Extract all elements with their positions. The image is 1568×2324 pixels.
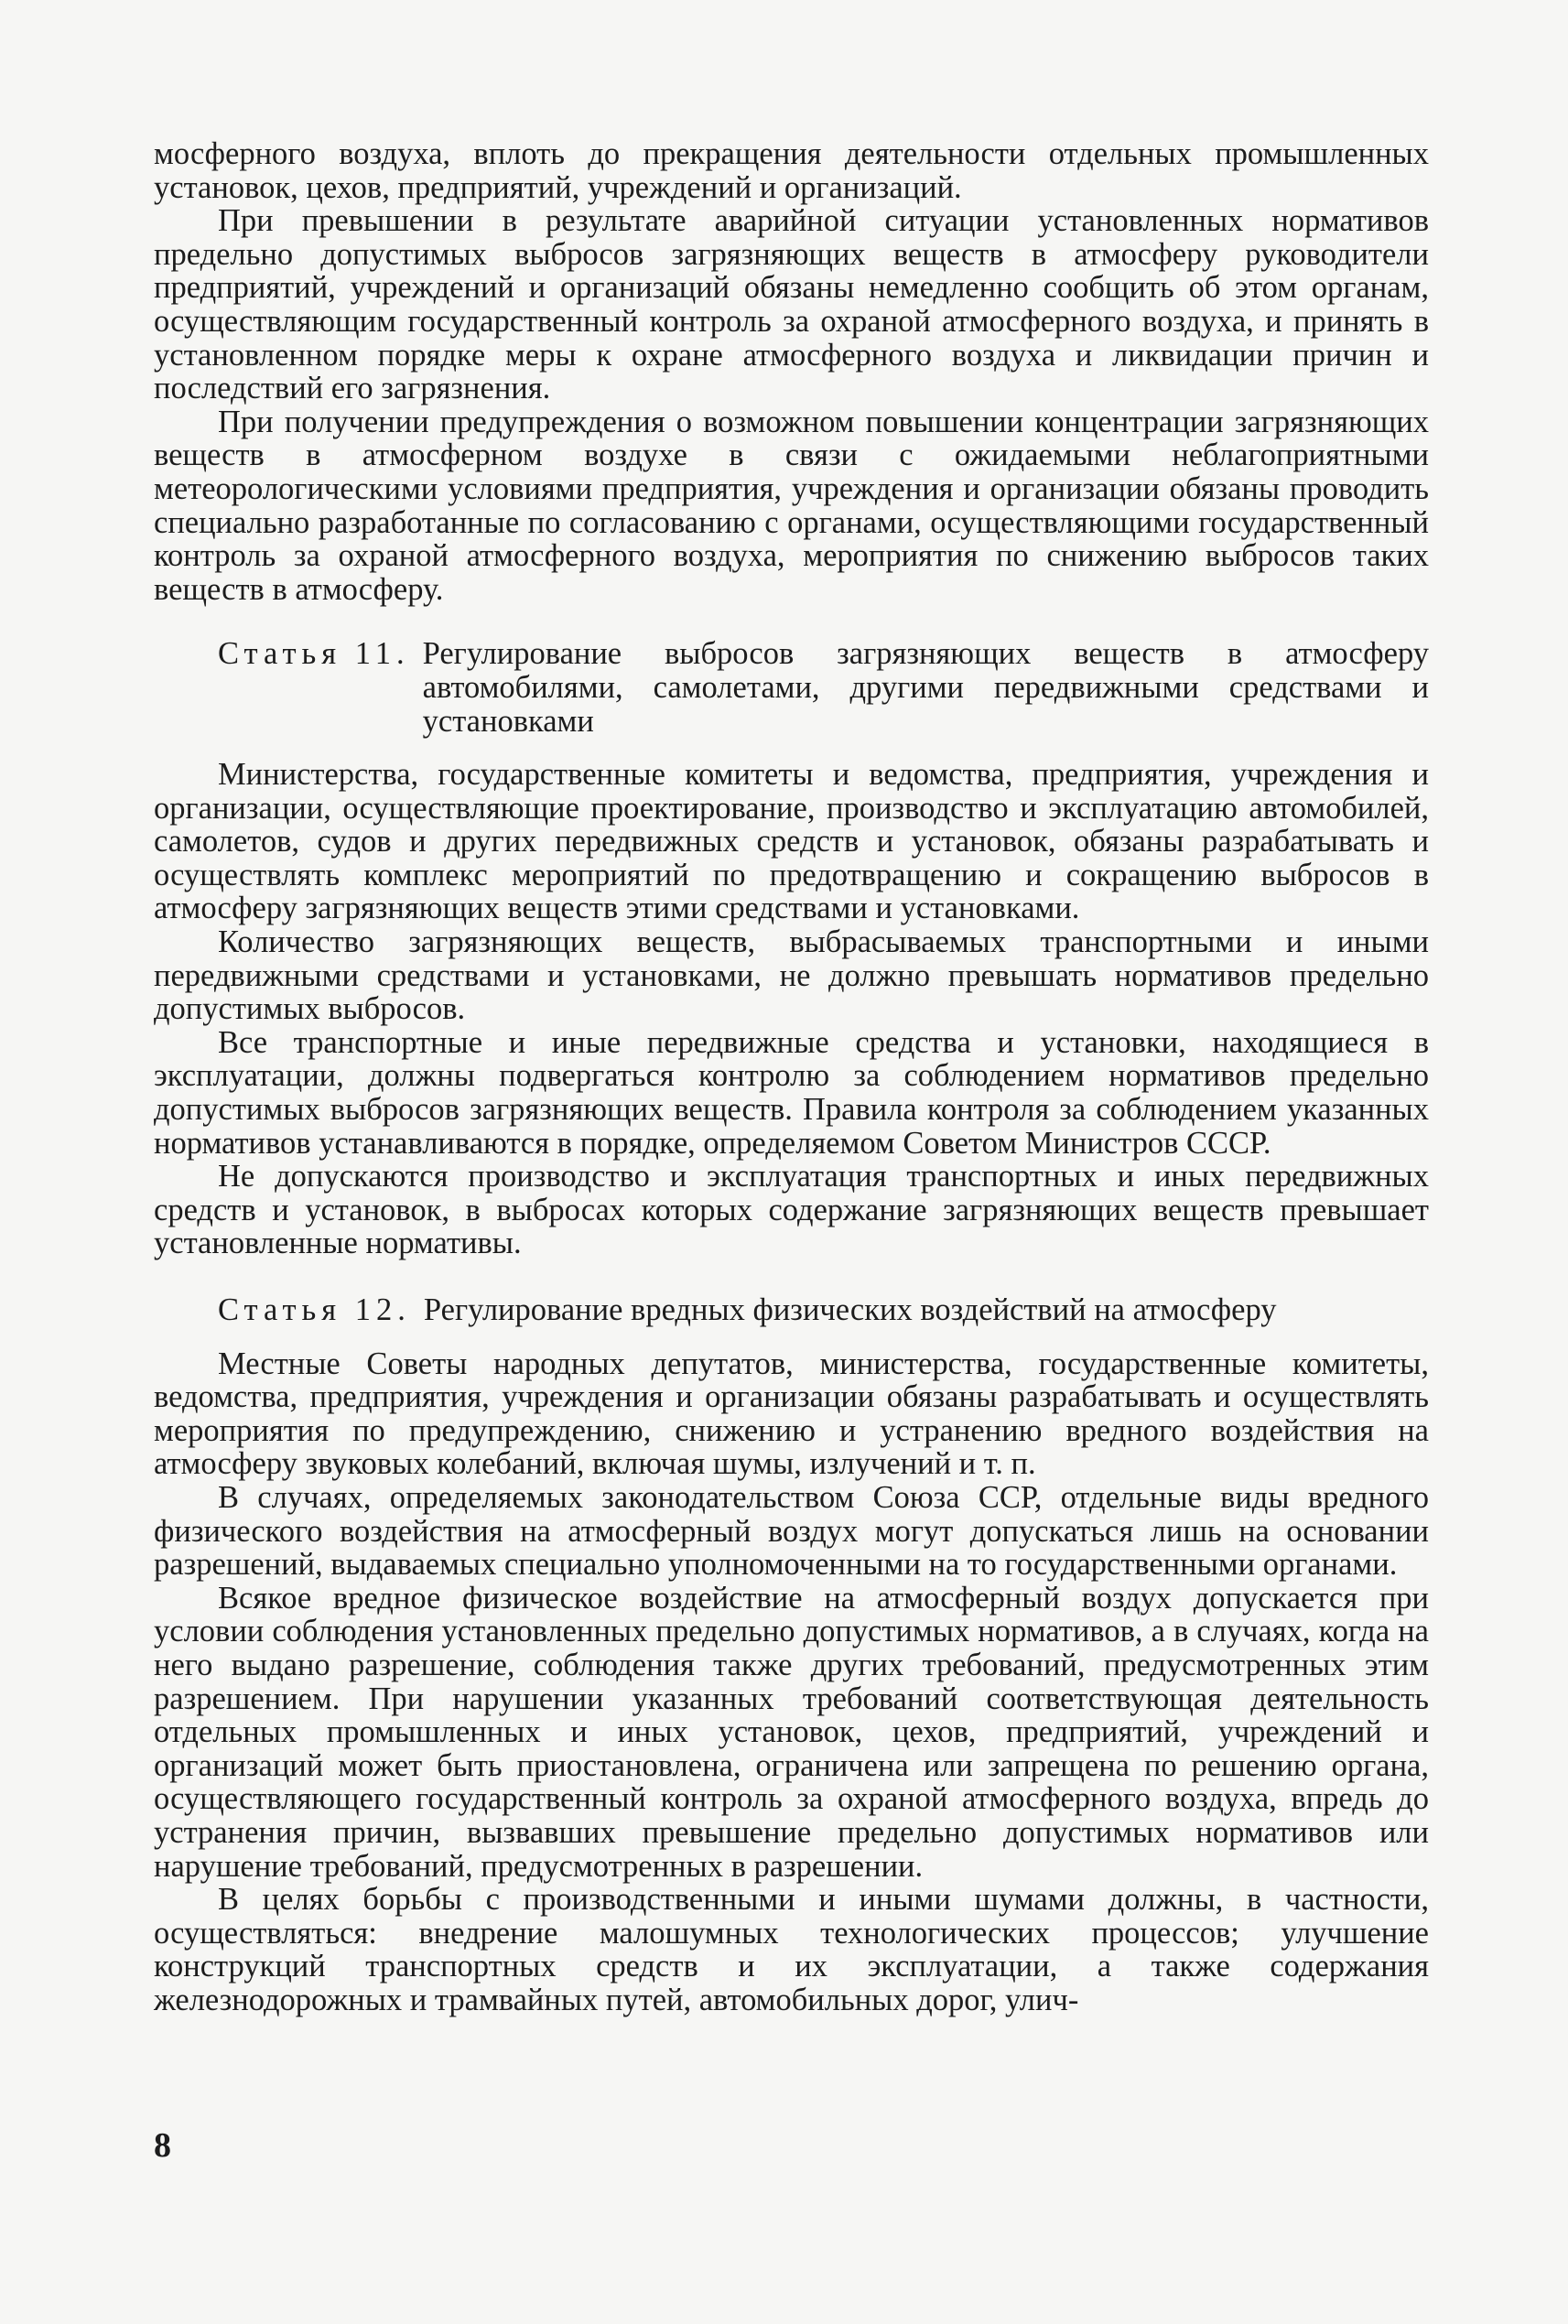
article-11-heading (154, 637, 1429, 738)
article-12-title: Регулирование вредных физических воздействий на атмосферу (423, 1292, 1277, 1327)
article-12-paragraph-4: В целях борьбы с производственными и иными шумами должны, в частности, осуществляться: внедрение малошумных технологических процессов; улучшение конструкций транспортных средств и их эксплуатации, а также содержания железнодорожных и трамвайных путей, автомобильных дорог, улич- (154, 1882, 1429, 2017)
article-12-paragraph-2: В случаях, определяемых законодательством Союза ССР, отдельные виды вредного физического воздействия на атмосферный воздух могут допускаться лишь на основании разрешений, выдаваемых специально уполномоченными на то государственными органами. (154, 1479, 1429, 1583)
page-number: 8 (154, 2126, 171, 2165)
article-12-label: Статья 12. (218, 1292, 411, 1327)
article-11-paragraph-4: Не допускаются производство и эксплуатация транспортных и иных передвижных средств и установок, в выбросах которых содержание загрязняющих веществ превышает установленные нормативы. (154, 1159, 1429, 1261)
article-11-paragraph-2: Количество загрязняющих веществ, выбрасываемых транспортными и иными передвижными средствами и установками, не должно превышать нормативов предельно допустимых выбросов. (154, 924, 1429, 1027)
article-12-heading (154, 1293, 1429, 1327)
article-11-title: Регулирование выбросов загрязняющих веществ в атмосферу автомобилями, самолетами, другими передвижными средствами и установками (422, 636, 1429, 739)
article-11-label: Статья 11. (218, 636, 410, 672)
intro-paragraph-1: мосферного воздуха, вплоть до прекращения деятельности отдельных промышленных установок, цехов, предприятий, учреждений и организаций. (154, 136, 1429, 205)
article-11-paragraph-3: Все транспортные и иные передвижные средства и установки, находящиеся в эксплуатации, должны подвергаться контролю за соблюдением нормативов предельно допустимых выбросов загрязняющих веществ. Правила контроля за соблюдением указанных нормативов устанавливаются в порядке, определяемом Советом Министров СССР. (154, 1024, 1429, 1161)
intro-paragraph-2: При превышении в результате аварийной ситуации установленных нормативов предельно допустимых выбросов загрязняющих веществ в атмосферу руководители предприятий, учреждений и организаций обязаны немедленно сообщить об этом органам, осуществляющим государственный контроль за охраной атмосферного воздуха, и принять в установленном порядке меры к охране атмосферного воздуха и ликвидации причин и последствий его загрязнения. (154, 203, 1429, 406)
article-11-paragraph-1: Министерства, государственные комитеты и ведомства, предприятия, учреждения и организации, осуществляющие проектирование, производство и эксплуатацию автомобилей, самолетов, судов и других передвижных средств и установок, обязаны разрабатывать и осуществлять комплекс мероприятий по предотвращению и сокращению выбросов в атмосферу загрязняющих веществ этими средствами и установками. (154, 757, 1429, 926)
article-12-paragraph-1: Местные Советы народных депутатов, министерства, государственные комитеты, ведомства, предприятия, учреждения и организации обязаны разрабатывать и осуществлять мероприятия по предупреждению, снижению и устранению вредного воздействия на атмосферу звуковых колебаний, включая шумы, излучений и т. п. (154, 1346, 1429, 1482)
article-12-paragraph-3: Всякое вредное физическое воздействие на атмосферный воздух допускается при условии соблюдения установленных предельно допустимых нормативов, а в случаях, когда на него выдано разрешение, соблюдения также других требований, предусмотренных этим разрешением. При нарушении указанных требований соответствующая деятельность отдельных промышленных и иных установок, цехов, предприятий, учреждений и организаций может быть приостановлена, ограничена или запрещена по решению органа, осуществляющего государственный контроль за охраной атмосферного воздуха, впредь до устранения причин, вызвавших превышение предельно допустимых нормативов или нарушение требований, предусмотренных в разрешении. (154, 1580, 1429, 1884)
intro-paragraph-3: При получении предупреждения о возможном повышении концентрации загрязняющих веществ в атмосферном воздухе в связи с ожидаемыми неблагоприятными метеорологическими условиями предприятия, учреждения и организации обязаны проводить специально разработанные по согласованию с органами, осуществляющими государственный контроль за охраной атмосферного воздуха, мероприятия по снижению выбросов таких веществ в атмосферу. (154, 404, 1429, 607)
